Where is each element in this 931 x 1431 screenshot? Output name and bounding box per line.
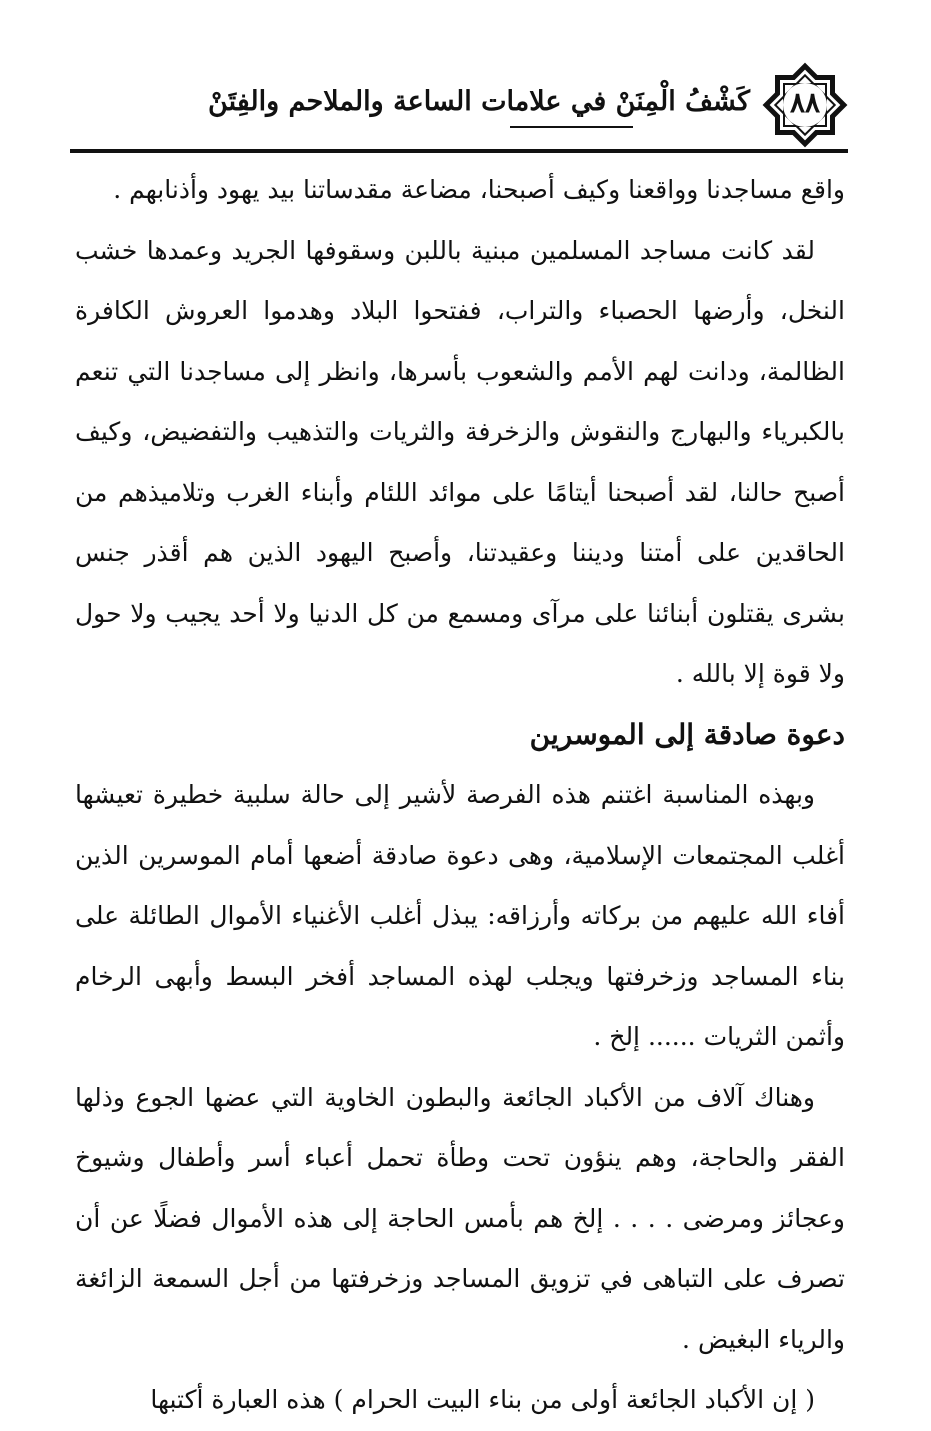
- paragraph: لقد كانت مساجد المسلمين مبنية باللبن وسقوفها الجريد وعمدها خشب النخل، وأرضها الحصباء والتراب، ففتحوا البلاد وهدموا العروش الكافرة الظالمة، ودانت لهم الأمم والشعوب بأسرها، وانظر إلى مساجدنا التي تنعم بالكبرياء والبهارج والنقوش والزخرفة والثريات والتذهيب والتفضيض، وكيف أصبح حالنا، لقد أصبحنا أيتامًا على موائد اللئام وأبناء الغرب وتلاميذهم من الحاقدين على أمتنا وديننا وعقيدتنا، وأصبح اليهود الذين هم أقذر جنس بشرى يقتلون أبنائنا على مرآى ومسمع من كل الدنيا ولا أحد يجيب ولا حول ولا قوة إلا بالله .: [75, 235, 845, 688]
- header-dash: [510, 126, 633, 128]
- paragraph: واقع مساجدنا وواقعنا وكيف أصبحنا، مضاعة مقدساتنا بيد يهود وأذنابهم .: [113, 175, 845, 204]
- page-number-badge: [760, 60, 850, 150]
- header-rule: [70, 149, 848, 153]
- book-title: كَشْفُ الْمِنَنْ في علامات الساعة والملاحم والفِتَنْ: [208, 86, 750, 117]
- body-text: [75, 160, 845, 1431]
- section-heading: دعوة صادقة إلى الموسرين: [529, 717, 845, 751]
- page-header: [70, 60, 850, 154]
- paragraph: ( إن الأكباد الجائعة أولى من بناء البيت الحرام ) هذه العبارة أكتبها: [150, 1385, 815, 1414]
- paragraph: وهناك آلاف من الأكباد الجائعة والبطون الخاوية التي عضها الجوع وذلها الفقر والحاجة، وهم ينؤون تحت وطأة تحمل أعباء أسر وأطفال وشيوخ وعجائز ومرضى . . . . إلخ هم بأمس الحاجة إلى هذه الأموال فضلًا عن أن تصرف على التباهى في تزويق المساجد وزخرفتها من أجل السمعة الزائغة والرياء البغيض .: [75, 1082, 845, 1354]
- page-number: ٨٨: [789, 86, 821, 119]
- paragraph: وبهذه المناسبة اغتنم هذه الفرصة لأشير إلى حالة سلبية خطيرة تعيشها أغلب المجتمعات الإسلامية، وهى دعوة صادقة أضعها أمام الموسرين الذين أفاء الله عليهم من بركاته وأرزاقه: يبذل أغلب الأغنياء الأموال الطائلة على بناء المساجد وزخرفتها ويجلب لهذه المساجد أفخر البسط وأبهى الرخام وأثمن الثريات ...... إلخ .: [75, 780, 845, 1051]
